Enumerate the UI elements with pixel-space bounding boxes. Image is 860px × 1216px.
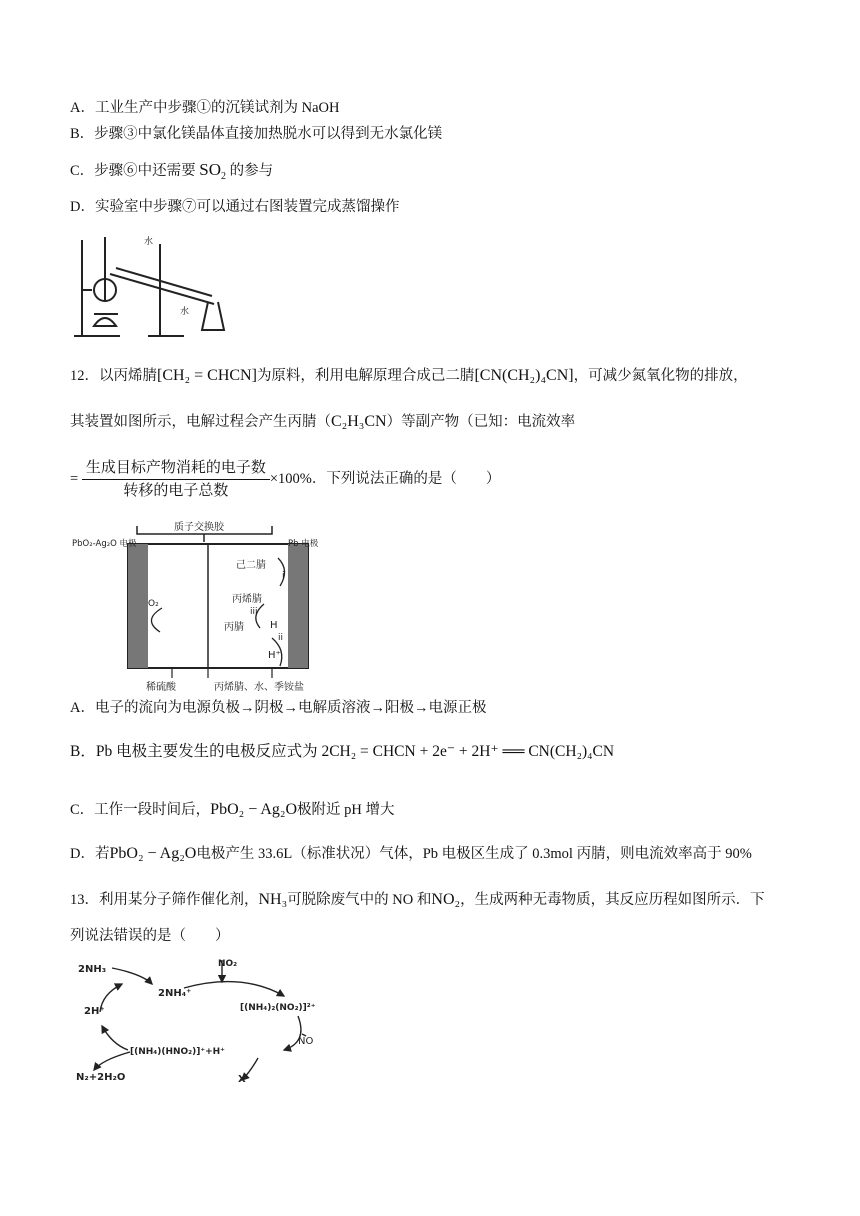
q12-stem-line3: = $\frac{\text{生成目标产物消耗的电子数}}{\text{转移的电子总数}}$ ×100%．下列说法正确的是（ ） xyxy=(70,456,500,502)
acrylonitrile-label: 丙烯腈 xyxy=(232,594,262,605)
fraction-percent: ×100% xyxy=(269,471,312,487)
hplus-label: H⁺ xyxy=(268,650,281,661)
dilute-sulfuric-label: 稀硫酸 xyxy=(146,682,176,692)
reaction-mechanism-figure xyxy=(72,954,342,1086)
q11-option-c-formula: SO xyxy=(199,160,222,179)
q13-nh3-formula: NH₃ xyxy=(258,891,288,908)
current-efficiency-fraction xyxy=(82,457,270,502)
left-electrode-label: PbO₂-Ag₂O 电极 xyxy=(72,539,137,549)
no-node: NO xyxy=(298,1036,314,1047)
q11-option-c-text: C．步骤⑥中还需要 xyxy=(70,163,196,179)
q12-text-c: ，可减少氮氧化物的排放， xyxy=(573,368,748,384)
o2-label: O₂ xyxy=(148,599,159,609)
step-i-label: i xyxy=(282,571,285,581)
q11-option-a: A．工业生产中步骤①的沉镁试剂为 NaOH xyxy=(70,100,340,116)
q13-stem-line1 xyxy=(70,890,765,910)
h-label: H xyxy=(270,620,278,631)
x-node: X xyxy=(238,1074,246,1085)
q13-text-b: 可脱除废气中的 NO 和 xyxy=(287,892,432,908)
q11-option-d: D．实验室中步骤⑦可以通过右图装置完成蒸馏操作 xyxy=(70,199,400,215)
nh4-node: 2NH₄⁺ xyxy=(158,988,192,999)
nh3-node: 2NH₃ xyxy=(78,964,107,975)
q12-option-c-formula: PbO₂ − Ag₂O xyxy=(210,801,298,818)
no2-node: NO₂ xyxy=(218,959,238,969)
q12-stem-line2 xyxy=(70,412,575,432)
2h-node: 2H⁺ xyxy=(84,1006,105,1017)
q12-acrylonitrile-formula: [CH₂ = CHCN] xyxy=(157,367,257,384)
q11-option-b: B．步骤③中氯化镁晶体直接加热脱水可以得到无水氯化镁 xyxy=(70,126,443,142)
q12-option-d xyxy=(70,844,752,864)
right-electrode-label: Pb 电极 xyxy=(288,539,319,549)
q13-stem-line2: 列说法错误的是（ ） xyxy=(70,928,230,944)
q12-option-b-prefix: B． xyxy=(70,743,96,760)
fraction-denominator: 转移的电子总数 xyxy=(123,483,229,500)
products-node: N₂+2H₂O xyxy=(76,1072,126,1083)
q12-option-c-prefix: C．工作一段时间后， xyxy=(70,802,211,818)
q12-question: ．下列说法正确的是（ ） xyxy=(311,471,501,487)
water-in-label: 水 xyxy=(144,237,154,247)
q12-option-b xyxy=(70,742,614,762)
distillation-apparatus-figure xyxy=(72,232,232,342)
q12-text-d: 其装置如图所示，电解过程会产生丙腈（ xyxy=(70,414,331,430)
step-iii-label: iii xyxy=(250,607,258,617)
q12-text-b: 为原料，利用电解原理合成己二腈 xyxy=(256,368,475,384)
complex1-node: [(NH₄)₂(NO₂)]²⁺ xyxy=(240,1003,316,1013)
q13-no2-formula: NO₂ xyxy=(431,891,461,908)
q12-option-c xyxy=(70,800,395,820)
q12-text-e: ）等副产物（已知：电流效率 xyxy=(386,414,576,430)
step-ii-label: ii xyxy=(278,633,284,643)
water-out-label: 水 xyxy=(180,307,190,317)
electrolyte-label: 丙烯腈、水、季铵盐 xyxy=(214,682,304,692)
complex2-node: [(NH₄)(HNO₂)]⁺+H⁺ xyxy=(130,1047,225,1057)
q12-stem-line1 xyxy=(70,366,748,386)
q12-option-c-tail: 极附近 pH 增大 xyxy=(297,802,395,818)
membrane-label: 质子交换胶 xyxy=(174,522,224,533)
fraction-numerator: 生成目标产物消耗的电子数 xyxy=(82,457,270,480)
q12-propionitrile-formula: C₂H₃CN xyxy=(331,413,387,430)
q12-adiponitrile-formula: [CN(CH₂)₄CN] xyxy=(474,367,574,384)
propionitrile-label: 丙腈 xyxy=(224,622,244,633)
q13-text-a: 13．利用某分子筛作催化剂， xyxy=(70,892,259,908)
q12-text-a: 12．以丙烯腈 xyxy=(70,368,157,384)
q12-option-b-equation: Pb 电极主要发生的电极反应式为 2CH₂ = CHCN + 2e⁻ + 2H⁺ ══ CN(CH₂)₄CN xyxy=(95,743,615,760)
adiponitrile-label: 己二腈 xyxy=(236,560,266,571)
electrolysis-cell-figure xyxy=(72,520,342,692)
q12-option-d-tail: 电极产生 33.6L（标准状况）气体，Pb 电极区生成了 0.3mol 丙腈，则电流效率高于 90% xyxy=(196,846,752,862)
q12-option-d-prefix: D．若 xyxy=(70,846,110,862)
q11-option-c xyxy=(70,160,273,187)
q11-option-c-tail: 的参与 xyxy=(229,163,274,179)
q12-option-d-formula: PbO₂ − Ag₂O xyxy=(109,845,197,862)
q13-text-c: ，生成两种无毒物质，其反应历程如图所示．下 xyxy=(460,892,765,908)
q11-option-c-subscript: 2 xyxy=(221,171,227,182)
q12-option-a: A．电子的流向为电源负极→阴极→电解质溶液→阳极→电源正极 xyxy=(70,700,487,716)
